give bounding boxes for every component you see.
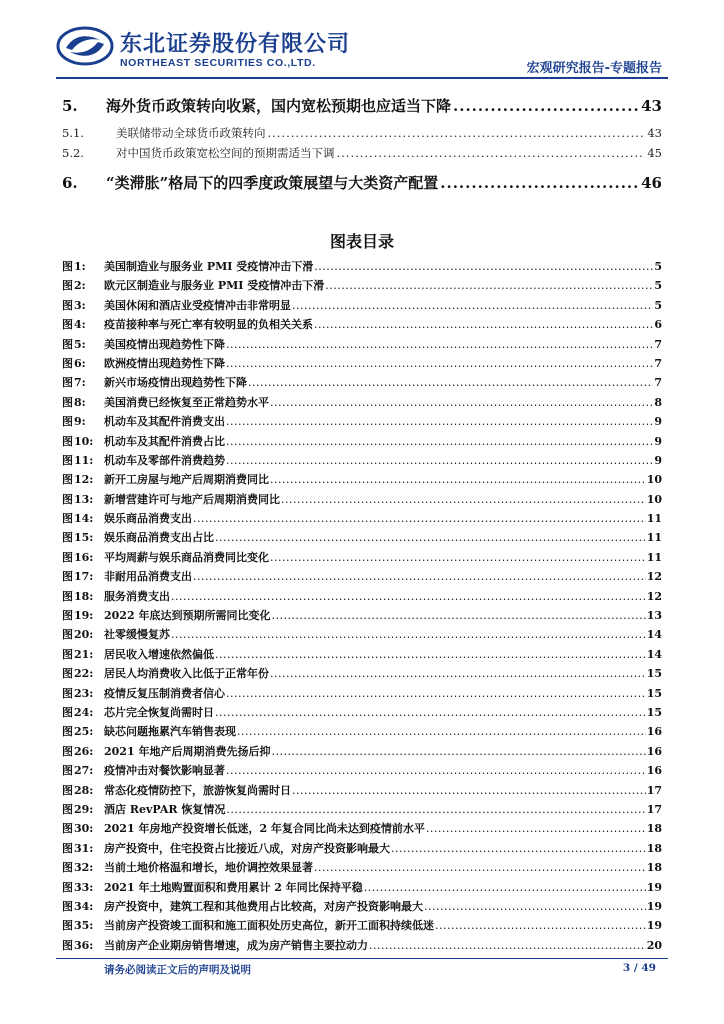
figure-list-item[interactable] [62, 529, 662, 548]
figure-list-item[interactable] [62, 782, 662, 801]
figure-number: 31: [74, 841, 94, 855]
figure-title: 当前房产企业期房销售增速，成为房产销售主要拉动力 [104, 938, 368, 952]
figure-list-item[interactable] [62, 607, 662, 626]
figure-number: 21: [74, 647, 94, 661]
figure-list-item[interactable] [62, 258, 662, 277]
figure-list-item[interactable] [62, 917, 662, 936]
figure-label: 图 [62, 744, 73, 758]
figure-label: 图 [62, 647, 73, 661]
figure-list-item[interactable] [62, 510, 662, 529]
figure-number: 25: [74, 725, 94, 739]
figure-page: 14 [646, 647, 662, 661]
figure-number: 20: [74, 628, 94, 642]
figure-number: 32: [74, 861, 94, 875]
figure-label: 图 [62, 337, 73, 351]
figure-list-item[interactable] [62, 568, 662, 587]
figure-number: 9: [74, 415, 86, 429]
figure-page: 15 [646, 705, 662, 719]
figure-number: 5: [74, 337, 86, 351]
report-type: 宏观研究报告-专题报告 [526, 61, 662, 76]
figure-label: 图 [62, 802, 73, 816]
northeast-securities-logo-icon [56, 26, 114, 66]
figure-list-heading: 图表目录 [329, 232, 394, 251]
figure-page: 5 [654, 279, 662, 293]
figure-label: 图 [62, 570, 73, 584]
figure-page: 10 [646, 492, 662, 506]
figure-number: 26: [74, 744, 94, 758]
toc-section-title: “类滞胀”格局下的四季度政策展望与大类资产配置 [106, 174, 439, 192]
figure-title: 平均周薪与娱乐商品消费同比变化 [104, 550, 269, 564]
toc-section-number: 5. [62, 97, 78, 115]
figure-list-item[interactable] [62, 762, 662, 781]
figure-list-item[interactable] [62, 840, 662, 859]
toc-section-title: 美联储带动全球货币政策转向 [116, 126, 266, 140]
figure-number: 18: [74, 589, 94, 603]
figure-number: 30: [74, 822, 94, 836]
figure-number: 2: [74, 279, 86, 293]
figure-number: 13: [74, 492, 94, 506]
toc-leader [237, 725, 646, 738]
toc-leader [435, 919, 646, 932]
figure-page: 17 [646, 802, 662, 816]
figure-list-item[interactable] [62, 685, 662, 704]
toc-leader [270, 667, 646, 680]
figure-page: 16 [646, 764, 662, 778]
toc-leader [271, 745, 645, 758]
toc-leader [292, 784, 646, 797]
figure-list-item[interactable] [62, 413, 662, 432]
figure-title: 房产投资中，住宅投资占比接近八成，对房产投资影响最大 [104, 841, 390, 855]
figure-list-item[interactable] [62, 452, 662, 471]
figure-page: 5 [654, 260, 662, 273]
figure-title: 缺芯问题拖累汽车销售表现 [104, 725, 236, 739]
toc-leader [226, 435, 653, 448]
figure-list-item[interactable] [62, 471, 662, 490]
figure-label: 图 [62, 434, 73, 448]
figure-page: 8 [654, 395, 662, 409]
figure-page: 9 [654, 415, 662, 429]
figure-page: 7 [654, 376, 662, 390]
figure-number: 14: [74, 512, 94, 526]
figure-title: 芯片完全恢复尚需时日 [104, 705, 214, 719]
figure-label: 图 [62, 686, 73, 700]
company-name [120, 33, 350, 69]
figure-number: 19: [74, 609, 94, 623]
figure-page: 14 [646, 628, 662, 642]
figure-list-item[interactable] [62, 297, 662, 316]
figure-list-item[interactable] [62, 626, 662, 645]
figure-title: 新开工房屋与地产后周期消费同比 [104, 473, 269, 487]
figure-title: 欧元区制造业与服务业 PMI 受疫情冲击下滑 [104, 279, 325, 293]
page-number: 3 / 49 [622, 962, 656, 974]
figure-title: 机动车及其配件消费支出 [104, 415, 225, 429]
figure-title: 居民收入增速依然偏低 [104, 647, 214, 661]
toc-section-page: 43 [647, 126, 662, 140]
figure-label: 图 [62, 822, 73, 836]
toc-section-page: 46 [641, 174, 662, 192]
figure-title: 2021 年房地产投资增长低迷，2 年复合同比尚未达到疫情前水平 [104, 822, 425, 836]
toc-leader [226, 764, 646, 777]
figure-title: 娱乐商品消费支出占比 [104, 531, 214, 545]
figure-title: 疫情反复压制消费者信心 [104, 686, 225, 700]
figure-title: 疫情冲击对餐饮影响显著 [104, 764, 225, 778]
toc-leader [226, 454, 653, 467]
figure-page: 13 [646, 609, 662, 623]
figure-list-item[interactable] [62, 374, 662, 393]
figure-list-item[interactable] [62, 646, 662, 665]
figure-title: 2021 年土地购置面积和费用累计 2 年同比保持平稳 [104, 880, 363, 894]
figure-title: 社零缓慢复苏 [104, 628, 170, 642]
figure-number: 23: [74, 686, 94, 700]
figure-list-item[interactable] [62, 704, 662, 723]
toc-leader [424, 900, 646, 913]
figure-label: 图 [62, 512, 73, 526]
figure-list-item[interactable] [62, 433, 662, 452]
company-name-cn: 东北证券股份有限公司 [120, 32, 351, 57]
toc-leader [453, 97, 639, 115]
figure-page: 7 [654, 337, 662, 351]
toc-leader [270, 396, 653, 409]
figure-label: 图 [62, 318, 73, 332]
figure-page: 9 [654, 453, 662, 467]
toc-section[interactable] [62, 95, 662, 116]
toc-section-number: 5.2. [62, 146, 84, 160]
toc-section[interactable] [62, 172, 662, 193]
figure-list-item[interactable] [62, 820, 662, 839]
figure-label: 图 [62, 725, 73, 739]
figure-title: 服务消费支出 [104, 589, 170, 603]
figure-title: 非耐用品消费支出 [104, 570, 192, 584]
figure-label: 图 [62, 415, 73, 429]
figure-number: 10: [74, 434, 94, 448]
figure-title: 疫苗接种率与死亡率有较明显的负相关关系 [104, 318, 313, 332]
figure-title: 机动车及零部件消费趋势 [104, 453, 225, 467]
header-divider [56, 77, 668, 79]
figure-page: 10 [646, 473, 662, 487]
figure-label: 图 [62, 764, 73, 778]
figure-page: 6 [654, 318, 662, 332]
figure-label: 图 [62, 589, 73, 603]
toc-section-title: 海外货币政策转向收紧，国内宽松预期也应适当下降 [106, 97, 452, 115]
figure-title: 当前房产投资竣工面积和施工面积处历史高位，新开工面积持续低迷 [104, 919, 434, 933]
toc-leader [271, 609, 645, 622]
figure-title: 2021 年地产后周期消费先扬后抑 [104, 744, 271, 758]
toc-leader [292, 299, 653, 312]
figure-label: 图 [62, 705, 73, 719]
toc-leader [314, 861, 646, 874]
toc-section-number: 5.1. [62, 126, 84, 140]
figure-title: 欧洲疫情出现趋势性下降 [104, 356, 225, 370]
toc-leader [215, 531, 646, 544]
figure-number: 17: [74, 570, 94, 584]
figure-title: 美国消费已经恢复至正常趋势水平 [104, 395, 269, 409]
figure-list-item[interactable] [62, 549, 662, 568]
toc-leader [270, 551, 646, 564]
figure-number: 27: [74, 764, 94, 778]
figure-title: 房产投资中，建筑工程和其他费用占比较高，对房产投资影响最大 [104, 899, 423, 913]
toc-leader [226, 357, 653, 370]
figure-page: 12 [646, 570, 662, 584]
figure-title: 娱乐商品消费支出 [104, 512, 192, 526]
figure-list-item[interactable] [62, 336, 662, 355]
figure-list-item[interactable] [62, 277, 662, 296]
figure-label: 图 [62, 395, 73, 409]
figure-page: 17 [646, 783, 662, 797]
figure-number: 29: [74, 802, 94, 816]
figure-page: 5 [654, 298, 662, 312]
figure-number: 11: [74, 453, 94, 467]
toc-leader [314, 260, 653, 273]
disclaimer-note: 请务必阅读正文后的声明及说明 [104, 964, 251, 976]
figure-label: 图 [62, 861, 73, 875]
figure-page: 19 [646, 899, 662, 913]
figure-list-item[interactable] [62, 665, 662, 684]
figure-label: 图 [62, 938, 73, 952]
company-name-en: NORTHEAST SECURITIES CO.,LTD. [120, 57, 316, 69]
figure-number: 36: [74, 938, 94, 952]
toc-leader [426, 822, 646, 835]
figure-number: 16: [74, 550, 94, 564]
figure-title: 美国休闲和酒店业受疫情冲击非常明显 [104, 298, 291, 312]
toc-leader [369, 939, 646, 952]
figure-label: 图 [62, 880, 73, 894]
toc-subsection[interactable] [62, 125, 662, 141]
figure-title: 居民人均消费收入比低于正常年份 [104, 667, 269, 681]
toc-leader [248, 376, 653, 389]
toc-leader [215, 706, 646, 719]
toc-leader [226, 803, 645, 816]
toc-leader [171, 628, 646, 641]
toc-leader [281, 493, 646, 506]
figure-list [62, 258, 662, 956]
figure-number: 4: [74, 318, 86, 332]
figure-number: 15: [74, 531, 94, 545]
figure-label: 图 [62, 279, 73, 293]
toc-leader [193, 570, 646, 583]
figure-list-item[interactable] [62, 588, 662, 607]
figure-page: 15 [646, 667, 662, 681]
figure-label: 图 [62, 667, 73, 681]
figure-title: 美国疫情出现趋势性下降 [104, 337, 225, 351]
figure-title: 当前土地价格温和增长，地价调控效果显著 [104, 861, 313, 875]
figure-page: 18 [646, 822, 662, 836]
figure-number: 22: [74, 667, 94, 681]
figure-list-item[interactable] [62, 879, 662, 898]
figure-page: 19 [646, 880, 662, 894]
figure-label: 图 [62, 841, 73, 855]
figure-page: 11 [646, 531, 662, 545]
figure-list-item[interactable] [62, 355, 662, 374]
figure-number: 24: [74, 705, 94, 719]
figure-title: 酒店 RevPAR 恢复情况 [104, 802, 226, 816]
toc-leader [337, 146, 646, 160]
figure-page: 11 [646, 512, 662, 526]
figure-page: 11 [646, 550, 662, 564]
figure-label: 图 [62, 376, 73, 390]
toc-leader [193, 512, 646, 525]
figure-page: 16 [646, 725, 662, 739]
figure-number: 28: [74, 783, 94, 797]
figure-title: 机动车及其配件消费占比 [104, 434, 225, 448]
toc-leader [226, 415, 653, 428]
figure-number: 7: [74, 376, 86, 390]
figure-number: 35: [74, 919, 94, 933]
figure-page: 18 [646, 841, 662, 855]
figure-label: 图 [62, 609, 73, 623]
figure-title: 新增营建许可与地产后周期消费同比 [104, 492, 280, 506]
figure-page: 19 [646, 919, 662, 933]
figure-label: 图 [62, 899, 73, 913]
figure-number: 1: [74, 260, 86, 273]
toc-leader [226, 687, 646, 700]
toc-leader [391, 842, 646, 855]
figure-title: 2022 年底达到预期所需同比变化 [104, 609, 271, 623]
figure-title: 新兴市场疫情出现趋势性下降 [104, 376, 247, 390]
figure-title: 美国制造业与服务业 PMI 受疫情冲击下滑 [104, 260, 314, 273]
figure-label: 图 [62, 919, 73, 933]
figure-title: 常态化疫情防控下，旅游恢复尚需时日 [104, 783, 291, 797]
figure-number: 12: [74, 473, 94, 487]
figure-list-item[interactable] [62, 937, 662, 956]
toc-leader [215, 648, 646, 661]
toc-leader [314, 318, 653, 331]
toc-leader [171, 590, 646, 603]
figure-list-item[interactable] [62, 859, 662, 878]
figure-page: 20 [646, 938, 662, 952]
toc-leader [270, 473, 646, 486]
figure-label: 图 [62, 298, 73, 312]
toc-leader [268, 126, 646, 140]
figure-number: 34: [74, 899, 94, 913]
figure-label: 图 [62, 783, 73, 797]
figure-label: 图 [62, 260, 73, 273]
figure-label: 图 [62, 531, 73, 545]
figure-list-item[interactable] [62, 491, 662, 510]
toc-section-number: 6. [62, 174, 78, 192]
figure-list-item[interactable] [62, 801, 662, 820]
toc-section-title: 对中国货币政策宽松空间的预期需适当下调 [116, 146, 335, 160]
toc-subsection[interactable] [62, 145, 662, 161]
figure-label: 图 [62, 550, 73, 564]
figure-label: 图 [62, 453, 73, 467]
toc-section-page: 45 [647, 146, 662, 160]
toc-leader [440, 174, 639, 192]
figure-label: 图 [62, 492, 73, 506]
footer-divider [56, 958, 668, 959]
figure-list-item[interactable] [62, 743, 662, 762]
figure-label: 图 [62, 628, 73, 642]
figure-label: 图 [62, 473, 73, 487]
figure-number: 3: [74, 298, 86, 312]
toc-section-page: 43 [641, 97, 662, 115]
figure-label: 图 [62, 356, 73, 370]
figure-number: 33: [74, 880, 94, 894]
toc-leader [325, 279, 653, 292]
figure-list-item[interactable] [62, 316, 662, 335]
figure-list-item[interactable] [62, 898, 662, 917]
figure-page: 16 [646, 744, 662, 758]
figure-page: 12 [646, 589, 662, 603]
figure-page: 7 [654, 356, 662, 370]
figure-list-item[interactable] [62, 394, 662, 413]
figure-page: 9 [654, 434, 662, 448]
figure-number: 6: [74, 356, 86, 370]
toc-leader [226, 338, 653, 351]
figure-page: 18 [646, 861, 662, 875]
toc-leader [364, 881, 646, 894]
figure-list-item[interactable] [62, 723, 662, 742]
figure-page: 15 [646, 686, 662, 700]
figure-number: 8: [74, 395, 86, 409]
page-header [0, 0, 724, 86]
